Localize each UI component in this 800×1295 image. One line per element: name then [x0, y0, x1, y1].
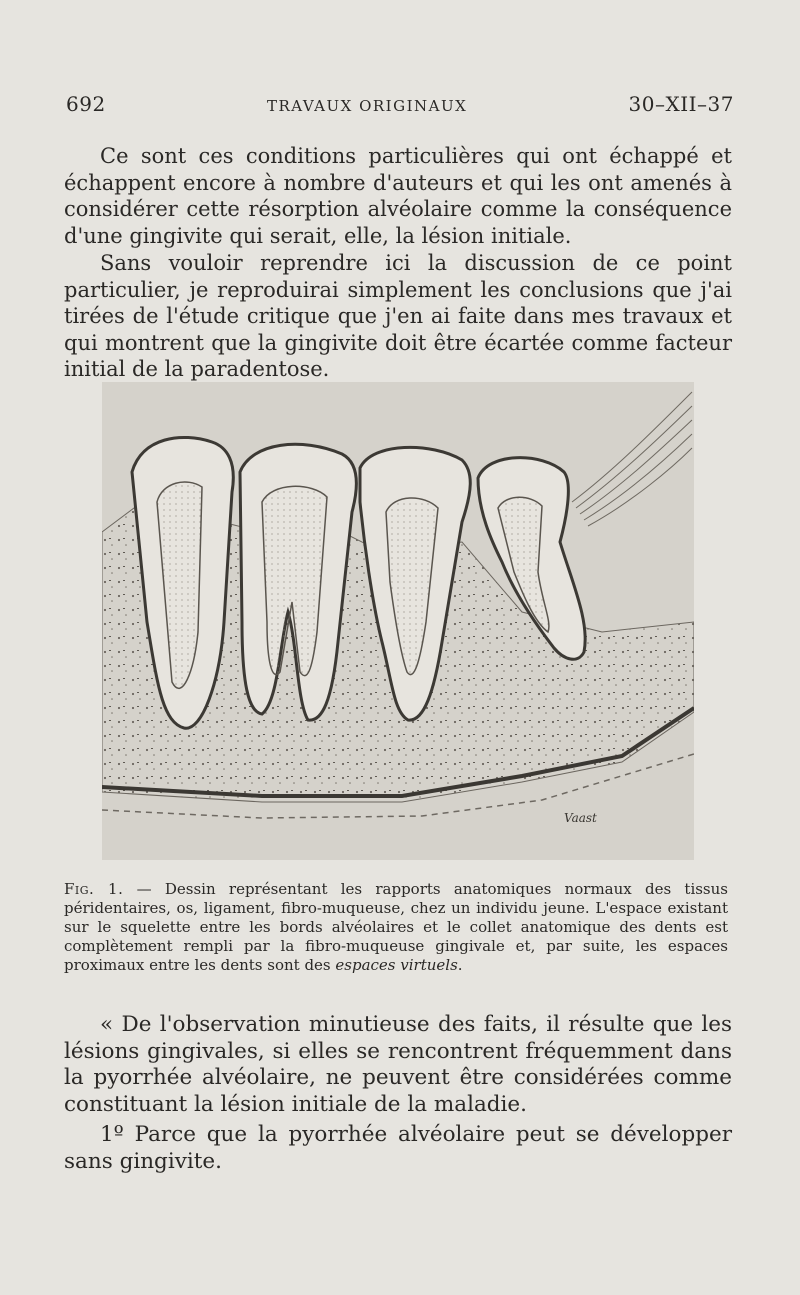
paragraph-1: Ce sont ces conditions particulières qui ont échappé et échappent encore à nombre d'auteurs et qui les ont amenés à considérer cette résorption alvéolaire comme la conséquence d'une gingivite qui serait, elle, la lésion initiale. — [64, 144, 732, 248]
figure-dental-drawing — [102, 382, 694, 860]
dental-illustration — [102, 382, 694, 860]
issue-date: 30–XII–37 — [628, 92, 734, 116]
running-title: TRAVAUX ORIGINAUX — [266, 97, 468, 115]
caption-italic: espaces virtuels — [335, 956, 458, 974]
paragraph-2: Sans vouloir reprendre ici la discussion de ce point particulier, je reproduirai simplement les conclusions que j'ai tirées de l'étude critique que j'en ai faite dans mes travaux et qui montrent que la gingivite doit être écartée comme facteur initial de la paradentose. — [64, 251, 732, 381]
artist-signature: Vaast — [564, 811, 597, 825]
paragraph-4: 1º Parce que la pyorrhée alvéolaire peut se développer sans gingivite. — [64, 1122, 732, 1174]
caption-end: . — [457, 956, 463, 974]
figure-label: Fig. 1. — [64, 880, 124, 898]
page-number: 692 — [66, 92, 106, 116]
caption-text: — Dessin représentant les rapports anatomiques normaux des tissus péridentaires, os, ligament, fibro-muqueuse, chez un individu jeune. L'espace existant sur le squelette entre les bords alvéolaires et le collet anatomique des dents est complètement rempli par la fibro-muqueuse gingivale et, par suite, les espaces proximaux entre les dents sont des — [64, 880, 728, 974]
paragraph-3: « De l'observation minutieuse des faits, il résulte que les lésions gingivales, si elles se rencontrent fréquemment dans la pyorrhée alvéolaire, ne peuvent être considérées comme constituant la lésion initiale de la maladie. — [64, 1012, 732, 1117]
running-head — [66, 92, 734, 122]
figure-caption — [64, 880, 728, 975]
